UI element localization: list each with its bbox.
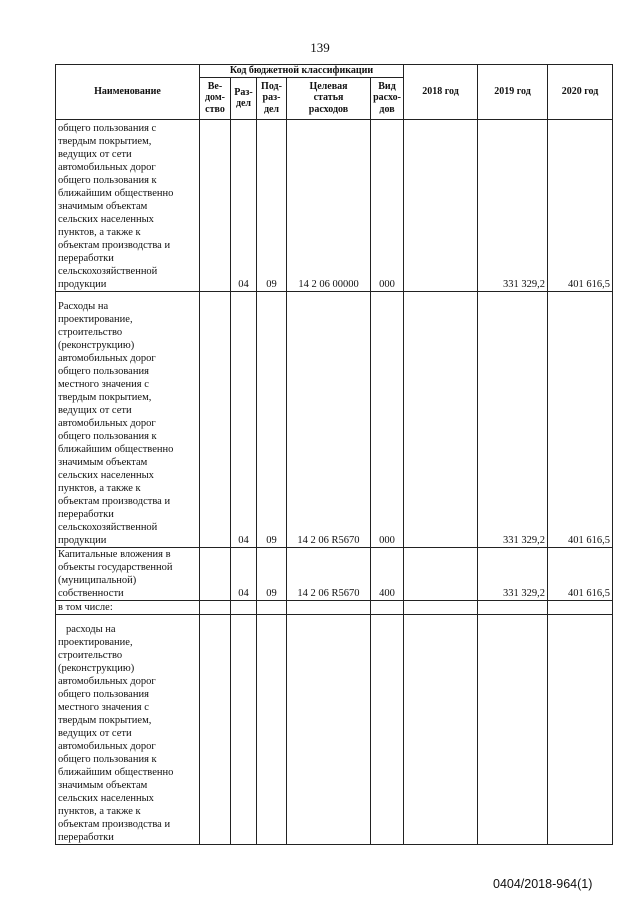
page-number: 139 xyxy=(310,40,330,55)
col-header-2018: 2018 год xyxy=(404,65,478,120)
cell-podrazdel: 09 xyxy=(257,291,287,547)
cell-celevaya xyxy=(287,600,371,614)
cell-2018 xyxy=(404,600,478,614)
cell-vid: 000 xyxy=(371,291,404,547)
row-name: в том числе: xyxy=(56,600,200,614)
cell-podrazdel: 09 xyxy=(257,119,287,291)
cell-vedomstvo xyxy=(200,600,231,614)
col-header-vedomstvo: Ве- дом- ство xyxy=(200,77,231,119)
cell-2018 xyxy=(404,291,478,547)
col-header-name: Наименование xyxy=(56,65,200,120)
cell-2020 xyxy=(548,600,613,614)
cell-vedomstvo xyxy=(200,119,231,291)
cell-vid: 400 xyxy=(371,547,404,600)
row-name: Капитальные вложения в объекты государственной (муниципальной) собственности xyxy=(56,547,200,600)
cell-2019: 331 329,2 xyxy=(478,291,548,547)
col-header-2020: 2020 год xyxy=(548,65,613,120)
cell-vid xyxy=(371,614,404,844)
table-row xyxy=(56,547,613,600)
table-row xyxy=(56,119,613,291)
cell-celevaya: 14 2 06 R5670 xyxy=(287,291,371,547)
cell-2018 xyxy=(404,547,478,600)
cell-razdel: 04 xyxy=(231,119,257,291)
col-header-vid: Вид расхо- дов xyxy=(371,77,404,119)
cell-celevaya: 14 2 06 00000 xyxy=(287,119,371,291)
cell-vedomstvo xyxy=(200,614,231,844)
cell-2020: 401 616,5 xyxy=(548,119,613,291)
cell-celevaya: 14 2 06 R5670 xyxy=(287,547,371,600)
cell-2020: 401 616,5 xyxy=(548,547,613,600)
col-header-celevaya: Целевая статья расходов xyxy=(287,77,371,119)
cell-razdel xyxy=(231,600,257,614)
cell-podrazdel xyxy=(257,600,287,614)
row-name: расходы на проектирование, строительство (реконструкцию) автомобильных дорог общего пользования местного значения с твердым покрытием, ведущих от сети автомобильных дорог общего пользования к ближайшим общественно значимым объектам сельских населенных пунктов, а также к объектам производства и переработки xyxy=(56,614,200,844)
table-row xyxy=(56,614,613,844)
row-name: Расходы на проектирование, строительство (реконструкцию) автомобильных дорог общего пользования местного значения с твердым покрытием, ведущих от сети автомобильных дорог общего пользования к ближайшим общественно значимым объектам сельских населенных пунктов, а также к объектам производства и переработки сельскохозяйственной продукции xyxy=(56,291,200,547)
cell-vedomstvo xyxy=(200,547,231,600)
cell-vid xyxy=(371,600,404,614)
row-name: общего пользования с твердым покрытием, ведущих от сети автомобильных дорог общего пользования к ближайшим общественно значимым объектам сельских населенных пунктов, а также к объектам производства и переработки сельскохозяйственной продукции xyxy=(56,119,200,291)
cell-2019: 331 329,2 xyxy=(478,119,548,291)
cell-celevaya xyxy=(287,614,371,844)
document-code: 0404/2018-964(1) xyxy=(493,877,593,891)
cell-2019: 331 329,2 xyxy=(478,547,548,600)
col-header-razdel: Раз- дел xyxy=(231,77,257,119)
cell-podrazdel xyxy=(257,614,287,844)
cell-2020 xyxy=(548,614,613,844)
cell-2020: 401 616,5 xyxy=(548,291,613,547)
cell-2019 xyxy=(478,614,548,844)
budget-table xyxy=(55,64,613,845)
table-row xyxy=(56,600,613,614)
table-row xyxy=(56,291,613,547)
cell-razdel: 04 xyxy=(231,547,257,600)
cell-2019 xyxy=(478,600,548,614)
col-header-2019: 2019 год xyxy=(478,65,548,120)
col-header-kbk: Код бюджетной классификации xyxy=(200,65,404,78)
cell-podrazdel: 09 xyxy=(257,547,287,600)
cell-vedomstvo xyxy=(200,291,231,547)
cell-vid: 000 xyxy=(371,119,404,291)
cell-razdel xyxy=(231,614,257,844)
cell-2018 xyxy=(404,614,478,844)
cell-2018 xyxy=(404,119,478,291)
col-header-podrazdel: Под- раз- дел xyxy=(257,77,287,119)
cell-razdel: 04 xyxy=(231,291,257,547)
